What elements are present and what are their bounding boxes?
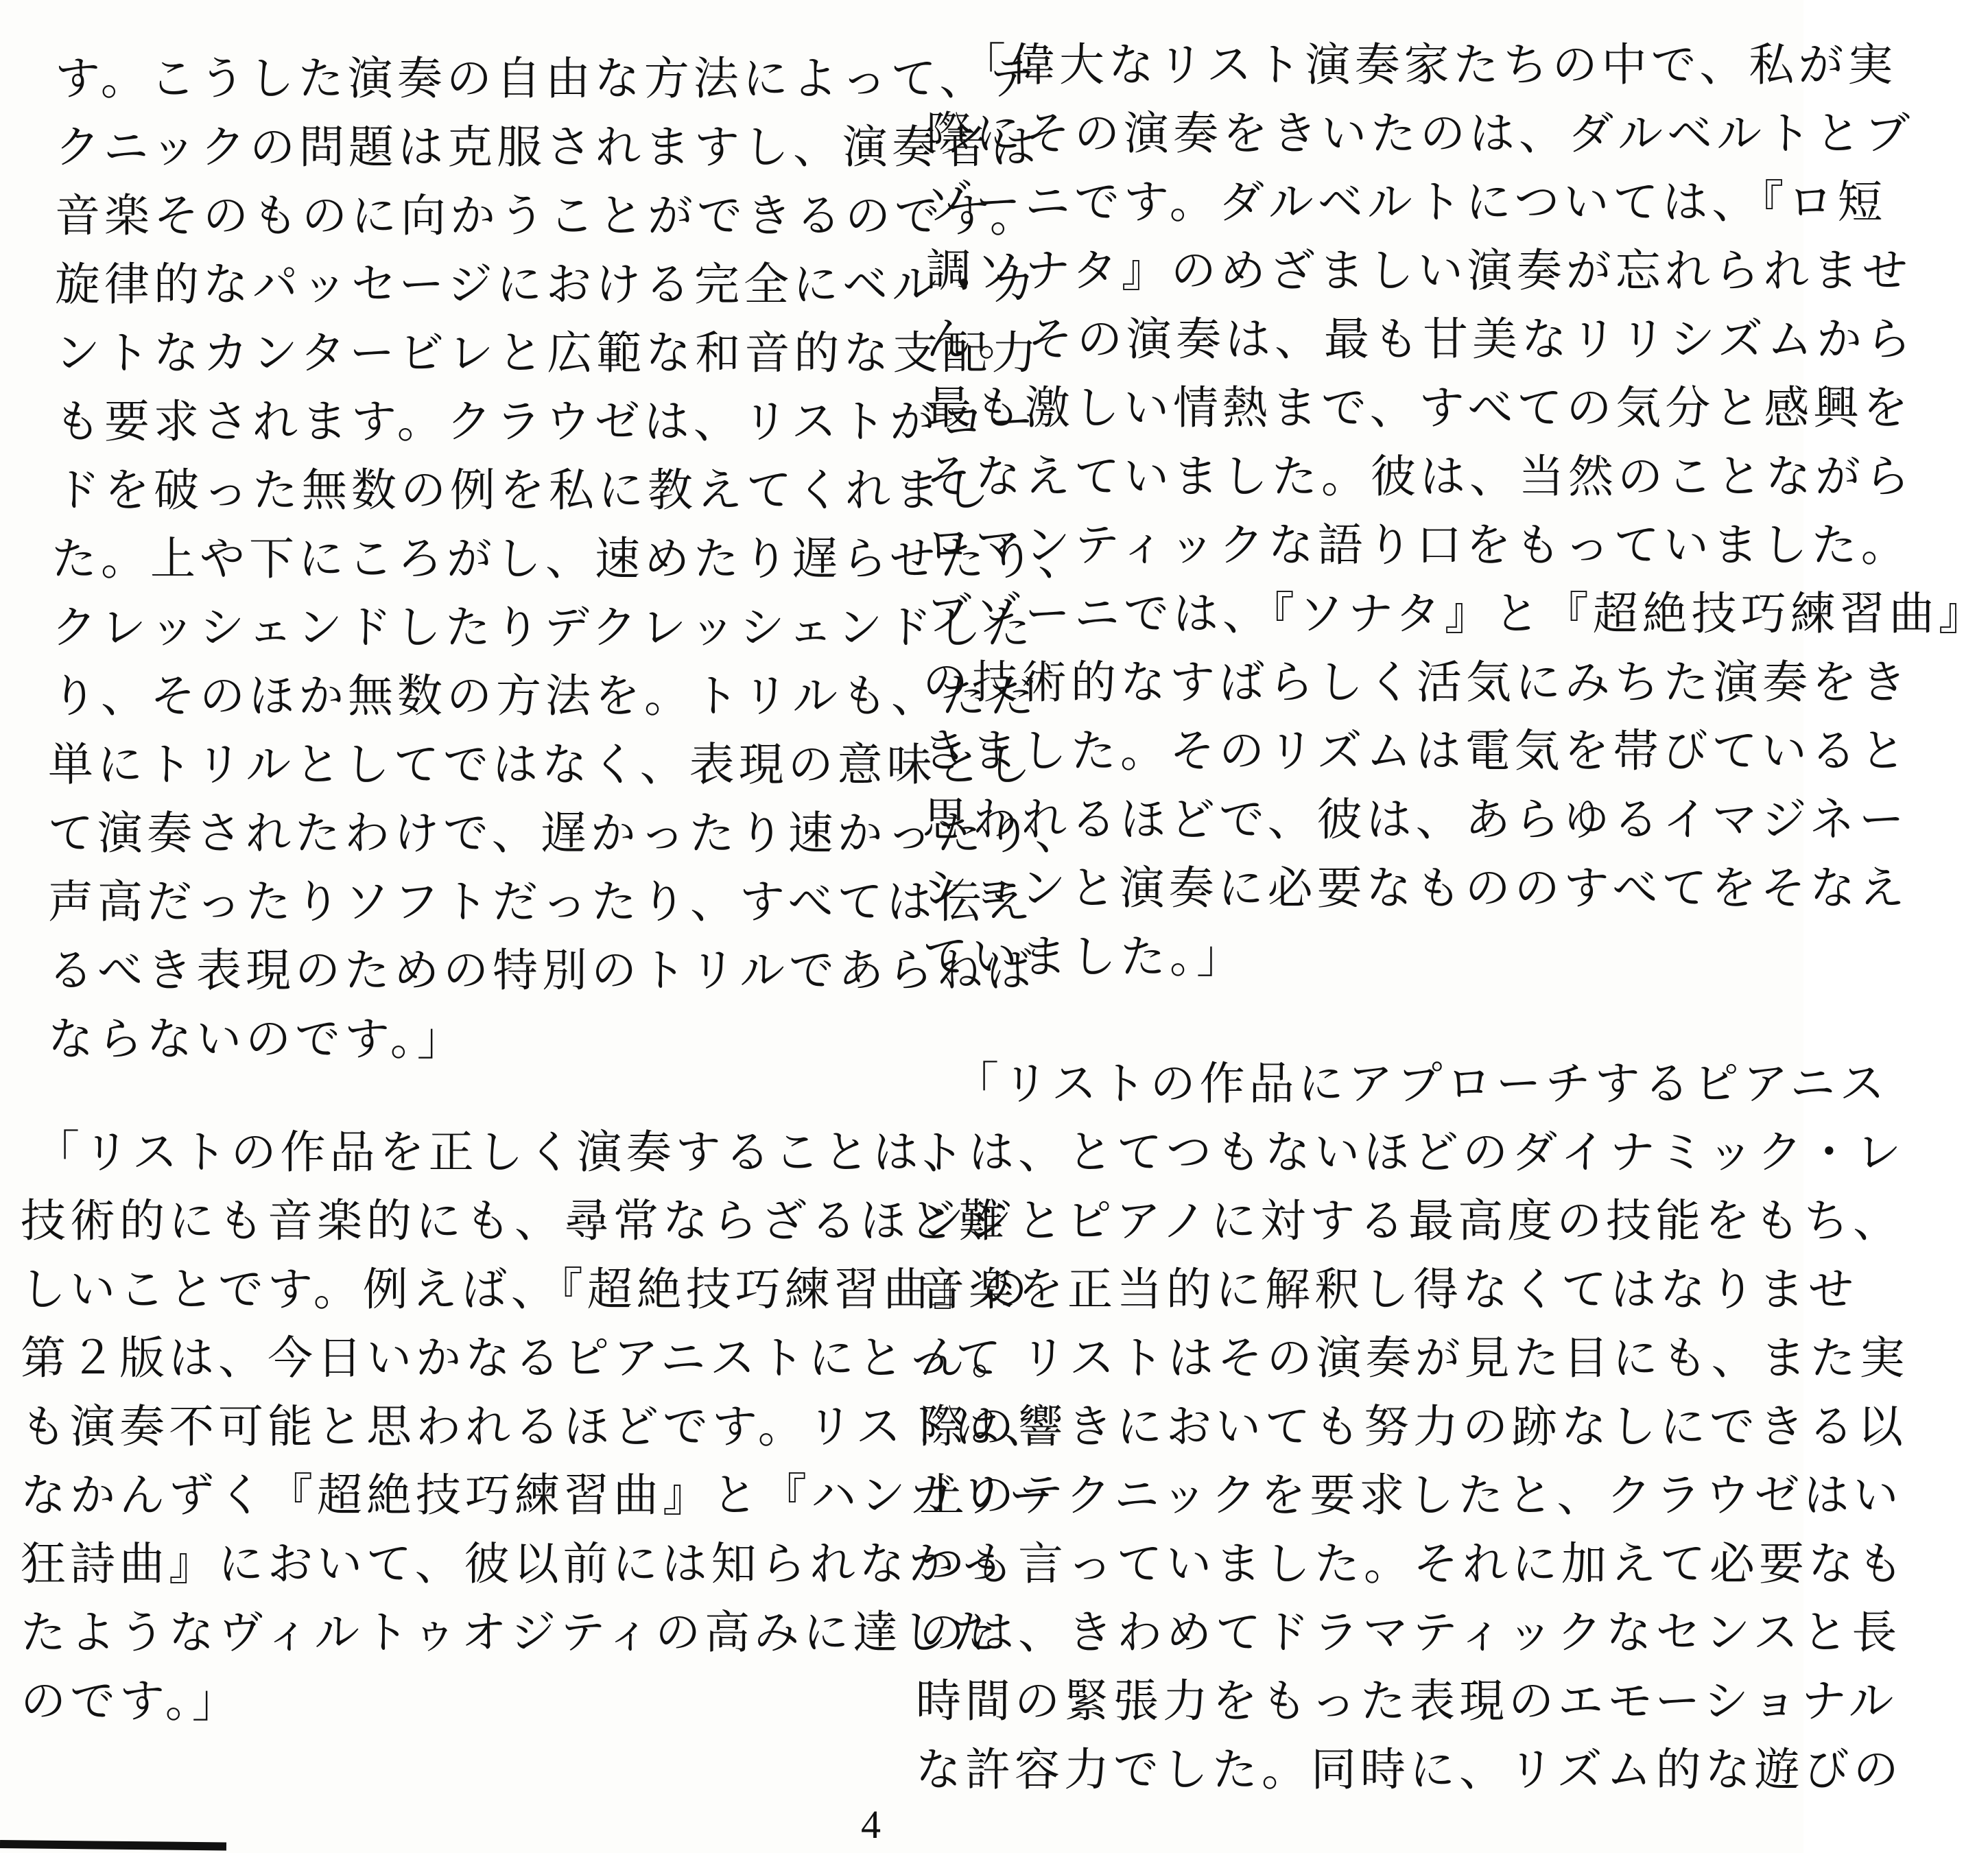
text-line: 狂詩曲』において、彼以前には知られなかっ <box>21 1537 1008 1590</box>
text-line: も要求されます。クラウゼは、リストがコー <box>55 395 1039 448</box>
text-line: ドを破った無数の例を私に教えてくれまし <box>55 464 993 517</box>
text-line: のです。」 <box>21 1675 241 1727</box>
text-line: た。上や下にころがし、速めたり遅らせたり、 <box>51 532 1088 585</box>
text-line: 思われるほどで、彼は、あらゆるイマジネー <box>923 793 1908 846</box>
text-line: 調ソナタ』のめざましい演奏が忘れられませ <box>926 244 1912 297</box>
text-line: す。こうした演奏の自由な方法によって、テ <box>55 52 1039 105</box>
text-line: なかんずく『超絶技巧練習曲』と『ハンガリー <box>21 1469 1058 1522</box>
text-line: 際の響きにおいても努力の跡なしにできる以 <box>919 1400 1907 1453</box>
text-line: ントなカンタービレと広範な和音的な支配力 <box>55 327 1041 379</box>
page-number: 4 <box>861 1802 881 1847</box>
text-line: な許容力でした。同時に、リズム的な遊びの <box>916 1743 1903 1796</box>
text-line: ん。リストはその演奏が見た目にも、また実 <box>919 1332 1909 1384</box>
text-line: 最も激しい情熱まで、すべての気分と感興を <box>926 381 1913 434</box>
text-line: ん。その演奏は、最も甘美なリリシズムから <box>926 313 1915 366</box>
text-line: ゾーニです。ダルベルトについては、『ロ短 <box>926 176 1887 228</box>
text-line: ンジとピアノに対する最高度の技能をもち、 <box>919 1194 1903 1247</box>
text-line: 際にその演奏をきいたのは、ダルベルトとブ <box>926 107 1914 160</box>
text-line: クニックの問題は克服されますし、演奏者は <box>55 121 1041 174</box>
text-line: 「リストの作品にアプローチするピアニス <box>954 1057 1889 1110</box>
text-line: り、そのほか無数の方法を。トリルも、ただ <box>51 670 1039 722</box>
text-line: 技術的にも音楽的にも、尋常ならざるほど難 <box>21 1194 1008 1247</box>
text-line: きました。そのリズムは電気を帯びていると <box>923 724 1910 777</box>
text-line: ロマンティックな語り口をもっていました。 <box>926 519 1910 571</box>
text-line: たようなヴィルトゥオジティの高みに達した <box>21 1606 1002 1659</box>
text-line: 音楽を正当的に解釈し得なくてはなりませ <box>919 1263 1858 1316</box>
text-line: ならないのです。」 <box>48 1013 466 1065</box>
text-line: の技術的なすばらしく活気にみちた演奏をき <box>923 656 1910 709</box>
text-line: も演奏不可能と思われるほどです。リストは、 <box>21 1400 1054 1453</box>
text-line: ていました。」 <box>923 930 1246 983</box>
text-line: 上のテクニックを要求したと、クラウゼはい <box>919 1469 1903 1522</box>
text-line: ブゾーニでは、『ソナタ』と『超絶技巧練習曲』 <box>926 587 1988 640</box>
text-line: そなえていました。彼は、当然のことながら <box>926 450 1914 503</box>
text-line: しいことです。例えば、『超絶技巧練習曲』の <box>21 1263 1032 1316</box>
text-line: て演奏されたわけで、遅かったり速かったり、 <box>48 807 1085 860</box>
text-line: 時間の緊張力をもった表現のエモーショナル <box>916 1675 1898 1727</box>
text-line: トは、とてつもないほどのダイナミック・レ <box>919 1126 1906 1179</box>
text-line: 旋律的なパッセージにおける完全にベル・カ <box>55 258 1041 311</box>
text-line: 「偉大なリスト演奏家たちの中で、私が実 <box>960 38 1897 91</box>
text-line: 「リストの作品を正しく演奏することは、 <box>34 1126 972 1179</box>
text-line: るべき表現のための特別のトリルであらねば <box>48 944 1036 997</box>
text-line: つも言っていました。それに加えて必要なも <box>919 1537 1907 1590</box>
scan-edge-divider <box>0 1840 226 1850</box>
text-line: 第２版は、今日いかなるピアニストにとって <box>21 1332 1006 1384</box>
text-line: 声高だったりソフトだったり、すべては伝え <box>48 875 1035 928</box>
text-line: ションと演奏に必要なもののすべてをそなえ <box>923 862 1909 914</box>
text-line: のは、きわめてドラマティックなセンスと長 <box>919 1606 1902 1659</box>
text-line: 音楽そのものに向かうことができるのです。 <box>55 189 1039 242</box>
text-line: クレッシェンドしたりデクレッシェンドした <box>51 601 1035 654</box>
text-line: 単にトリルとしてではなく、表現の意味とし <box>48 738 1035 791</box>
